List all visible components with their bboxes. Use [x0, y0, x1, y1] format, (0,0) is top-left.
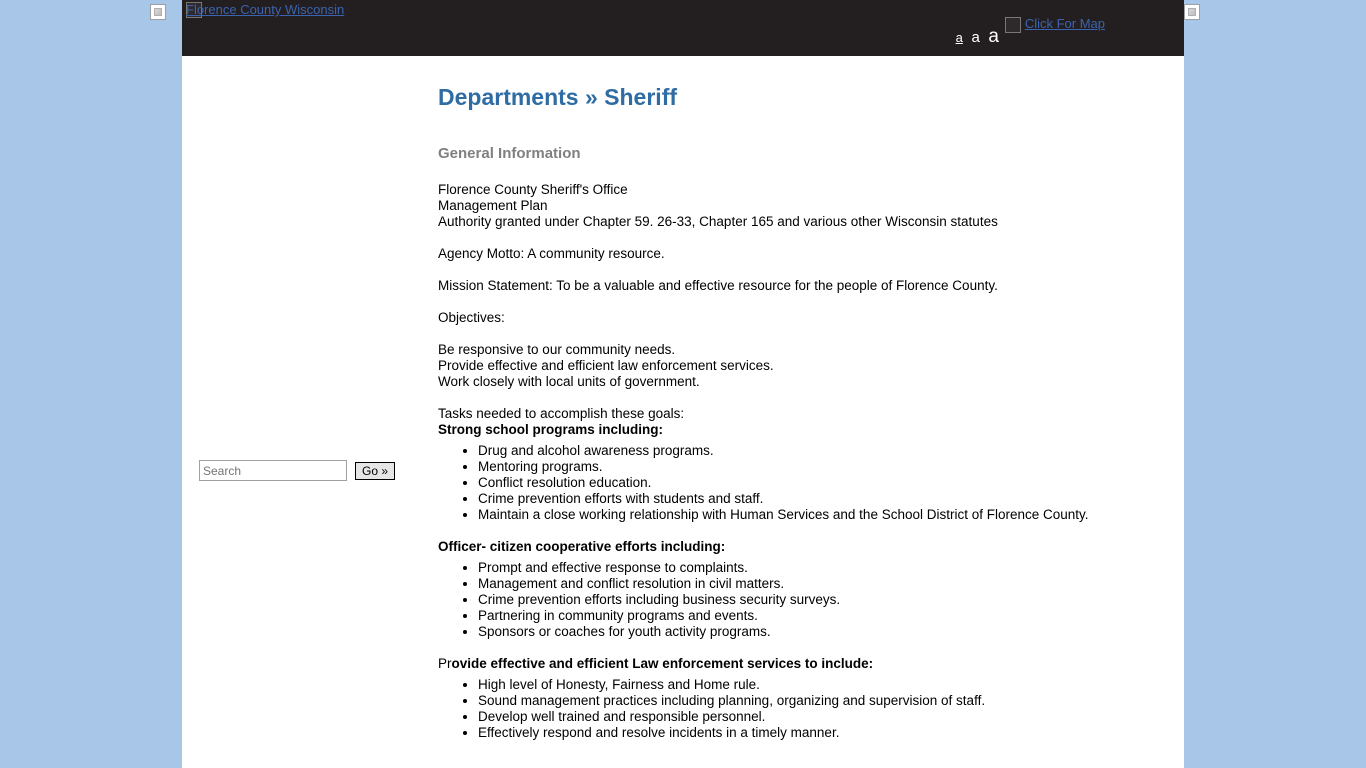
font-size-small-button[interactable]: a [955, 30, 963, 45]
list-item: • Partnering in community programs and events. [478, 608, 1178, 624]
objective-line-2: Provide effective and efficient law enforcement services. [438, 358, 774, 373]
objective-line-3: Work closely with local units of government. [438, 374, 700, 389]
list-item: • Maintain a close working relationship with Human Services and the School District of Florence County. [478, 507, 1178, 523]
page-title: Departments » Sheriff [438, 84, 678, 110]
heading-law-enforcement [438, 656, 1178, 672]
list-item: • Develop well trained and responsible personnel. [478, 709, 1178, 725]
list-item: • Drug and alcohol awareness programs. [478, 443, 1178, 459]
list-item: • Prompt and effective response to complaints. [478, 560, 1178, 576]
click-for-map-link[interactable] [1005, 16, 1105, 31]
intro-block [438, 182, 1178, 230]
list-item: • Mentoring programs. [478, 459, 1178, 475]
search-form [199, 460, 395, 481]
list-item: • Crime prevention efforts including business security surveys. [478, 592, 1178, 608]
intro-line-3: Authority granted under Chapter 59. 26-33, Chapter 165 and various other Wisconsin statutes [438, 214, 998, 229]
sidebar [182, 56, 437, 768]
list-item: • Management and conflict resolution in civil matters. [478, 576, 1178, 592]
objective-line-1: Be responsive to our community needs. [438, 342, 676, 357]
section-heading: General Information [438, 145, 581, 162]
font-size-large-button[interactable]: a [988, 26, 999, 47]
mission-statement: Mission Statement: To be a valuable and effective resource for the people of Florence County. [438, 278, 998, 293]
map-broken-image-icon [1005, 17, 1021, 33]
main-content [438, 56, 1178, 757]
heading-officer-citizen: Officer- citizen cooperative efforts including: [438, 539, 726, 554]
list-item: • Effectively respond and resolve incidents in a timely manner. [478, 725, 1178, 741]
objectives-block [438, 342, 1178, 390]
font-size-controls [956, 26, 1004, 48]
broken-image-left [150, 4, 166, 20]
law-enforcement-list [438, 677, 1178, 741]
agency-motto: Agency Motto: A community resource. [438, 246, 665, 261]
font-size-medium-button[interactable]: a [971, 29, 980, 46]
intro-line-2: Management Plan [438, 198, 548, 213]
list-item: • Sponsors or coaches for youth activity programs. [478, 624, 1178, 640]
heading-law-prefix: Pr [438, 656, 452, 671]
objectives-label: Objectives: [438, 310, 505, 325]
search-go-button[interactable]: Go » [355, 462, 395, 480]
site-container [182, 0, 1184, 768]
heading-school-programs: Strong school programs including: [438, 422, 664, 437]
site-header [182, 0, 1184, 56]
intro-line-1: Florence County Sheriff's Office [438, 182, 628, 197]
list-item: • Crime prevention efforts with students and staff. [478, 491, 1178, 507]
officer-citizen-list [438, 560, 1178, 640]
site-logo-link[interactable]: Florence County Wisconsin [186, 2, 345, 17]
school-programs-list [438, 443, 1178, 523]
heading-law-bold: ovide effective and efficient Law enforcement services to include: [451, 656, 874, 671]
tasks-intro: Tasks needed to accomplish these goals: [438, 406, 685, 421]
list-item: • Sound management practices including planning, organizing and supervision of staff. [478, 693, 1178, 709]
search-input[interactable] [199, 460, 347, 481]
list-item: • High level of Honesty, Fairness and Home rule. [478, 677, 1178, 693]
broken-image-right [1184, 4, 1200, 20]
body-area [182, 56, 1184, 768]
map-link-label: Click For Map [1024, 16, 1105, 31]
list-item: • Conflict resolution education. [478, 475, 1178, 491]
